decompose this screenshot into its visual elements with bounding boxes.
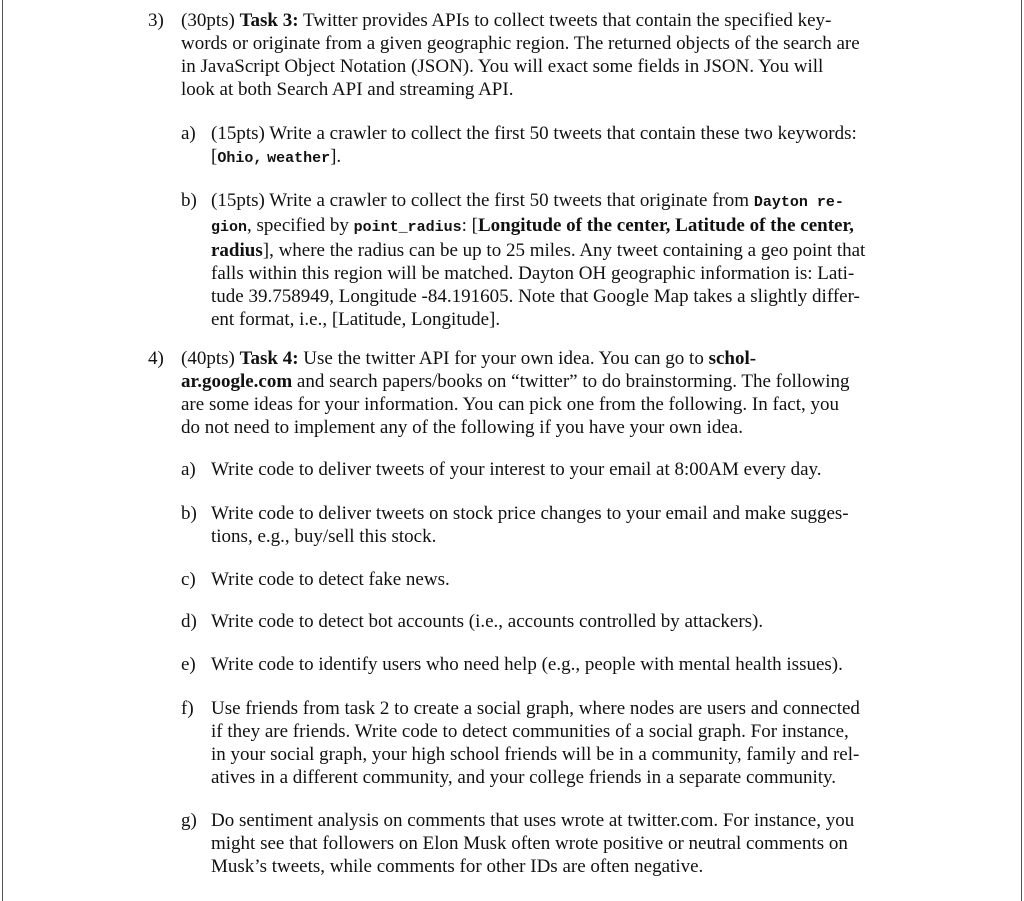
task-3-item-b-line-2 — [211, 214, 911, 239]
task-3-item-a-label: a) — [181, 123, 196, 144]
task-4-item-g-label: g) — [181, 810, 197, 831]
task-3-item-b-radius: radius — [211, 240, 263, 261]
task-4-item-f-line-2: if they are friends. Write code to detect communities of a social graph. For instance, — [211, 721, 849, 742]
task-4-item-d-label: d) — [181, 611, 197, 632]
bracket-close: ]. — [330, 146, 342, 167]
task-3-item-b-line-2-text: , specified by — [247, 215, 354, 236]
task-4-item-f-line-3: in your social graph, your high school friends will be in a community, family and rel- — [211, 744, 860, 765]
point-radius-code: point_radius — [353, 219, 462, 236]
task-3-line-4: look at both Search API and streaming API. — [181, 79, 514, 100]
task-3-line-1-text: Twitter provides APIs to collect tweets that contain the specified key- — [298, 10, 832, 31]
task-4-item-c-label: c) — [181, 569, 196, 590]
task-4-item-g-body — [211, 809, 911, 878]
task-4-item-d-body — [211, 610, 911, 633]
scholar-link-part-1: schol- — [708, 348, 757, 369]
bracket-open: [ — [211, 146, 218, 167]
task-4-item-e-label: e) — [181, 654, 196, 675]
scholar-link-part-2: ar.google.com — [181, 371, 293, 392]
dayton-region-code-1: Dayton re- — [753, 194, 844, 211]
task-4-item-b-label: b) — [181, 503, 197, 524]
task-4-line-2 — [181, 370, 901, 393]
task-3-item-a-line-2 — [211, 145, 911, 170]
task-4-item-g-line-2: might see that followers on Elon Musk often wrote positive or neutral comments on — [211, 833, 848, 854]
task-3-item-b-line-3-text: ], where the radius can be up to 25 miles. Any tweet containing a geo point that — [262, 240, 866, 261]
task-3-item-b-line-5: tude 39.758949, Longitude -84.191605. Note that Google Map takes a slightly differ- — [211, 286, 860, 307]
task-4-item-e-body — [211, 653, 911, 676]
task-4-item-a-line-1: Write code to deliver tweets of your interest to your email at 8:00AM every day. — [211, 459, 822, 480]
task-4-number: 4) — [148, 348, 164, 369]
task-3-item-a-body — [211, 122, 911, 170]
task-3-item-b-bold-1: Longitude of the center, Latitude of the center, — [477, 215, 854, 236]
task-4-item-d-line-1: Write code to detect bot accounts (i.e., accounts controlled by attackers). — [211, 611, 764, 632]
task-3-item-b-line-3 — [211, 239, 911, 262]
task-4-line-3: are some ideas for your information. You can pick one from the following. In fact, you — [181, 394, 839, 415]
task-4-item-a-label: a) — [181, 459, 196, 480]
task-4-item-f-label: f) — [181, 698, 194, 719]
task-3-title: Task 3: — [239, 10, 299, 31]
task-3-item-b-line-1-text: (15pts) Write a crawler to collect the first 50 tweets that originate from — [211, 190, 754, 211]
task-3-number: 3) — [148, 10, 164, 31]
task-4-line-1-text: Use the twitter API for your own idea. You can go to — [298, 348, 709, 369]
task-3-description — [181, 9, 901, 101]
task-4-item-c-line-1: Write code to detect fake news. — [211, 569, 450, 590]
task-3-points: (30pts) — [181, 10, 240, 31]
task-4-item-g-line-3: Musk’s tweets, while comments for other IDs are often negative. — [211, 856, 704, 877]
task-4-points: (40pts) — [181, 348, 240, 369]
task-4-item-b-body — [211, 502, 911, 548]
keyword-ohio: Ohio, — [217, 150, 263, 167]
task-4-item-f-line-4: atives in a different community, and your college friends in a separate community. — [211, 767, 837, 788]
task-4-item-g-line-1: Do sentiment analysis on comments that uses wrote at twitter.com. For instance, you — [211, 810, 855, 831]
task-3-item-a-line-1: (15pts) Write a crawler to collect the first 50 tweets that contain these two keywords: — [211, 123, 857, 144]
task-4-item-f-line-1: Use friends from task 2 to create a social graph, where nodes are users and connected — [211, 698, 860, 719]
task-4-item-c-body — [211, 568, 911, 591]
task-3-item-b-line-6: ent format, i.e., [Latitude, Longitude]. — [211, 309, 501, 330]
page-border-left — [2, 0, 3, 901]
task-3-item-b-label: b) — [181, 190, 197, 211]
task-4-line-1 — [181, 347, 901, 370]
task-4-item-e-line-1: Write code to identify users who need help (e.g., people with mental health issues). — [211, 654, 843, 675]
keyword-weather: weather — [267, 150, 331, 167]
task-3-item-b-colon: : [ — [461, 215, 478, 236]
task-3-item-b-line-4: falls within this region will be matched. Dayton OH geographic information is: Lati- — [211, 263, 855, 284]
dayton-region-code-2: gion — [211, 219, 248, 236]
task-3-line-3: in JavaScript Object Notation (JSON). You will exact some fields in JSON. You will — [181, 56, 824, 77]
task-3-item-b-body — [211, 189, 911, 331]
task-4-item-b-line-2: tions, e.g., buy/sell this stock. — [211, 526, 437, 547]
task-3-line-1 — [181, 9, 901, 32]
task-4-item-f-body — [211, 697, 911, 789]
task-4-line-2-text: and search papers/books on “twitter” to do brainstorming. The following — [292, 371, 850, 392]
task-4-item-b-line-1: Write code to deliver tweets on stock price changes to your email and make sugges- — [211, 503, 849, 524]
page-border-right — [1021, 0, 1022, 901]
task-4-item-a-body — [211, 458, 911, 481]
task-4-title: Task 4: — [239, 348, 299, 369]
task-4-line-4: do not need to implement any of the following if you have your own idea. — [181, 417, 743, 438]
task-3-item-b-line-1 — [211, 189, 911, 214]
task-4-description — [181, 347, 901, 439]
task-3-line-2: words or originate from a given geographic region. The returned objects of the search are — [181, 33, 860, 54]
